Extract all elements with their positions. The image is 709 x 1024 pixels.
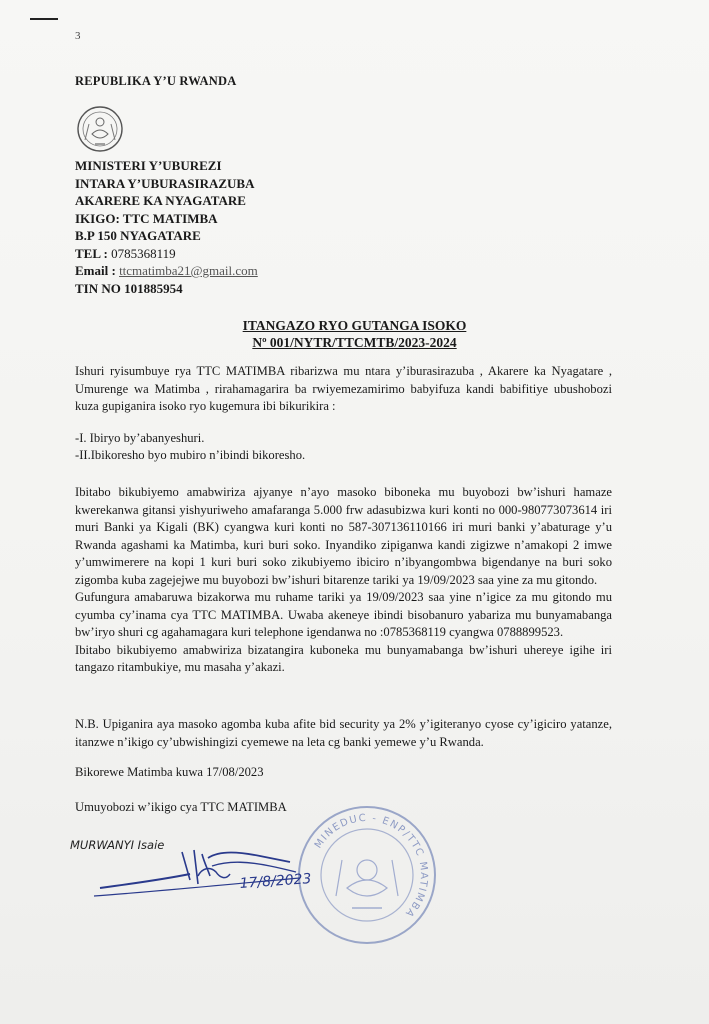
telephone-line	[75, 245, 258, 263]
province-name: INTARA Y’UBURASIRAZUBA	[75, 175, 255, 191]
notice-title: ITANGAZO RYO GUTANGA ISOKO	[242, 318, 467, 333]
body-paragraph-2: Gufungura amabaruwa bizakorwa mu ruhame tariki ya 19/09/2023 saa yine n’igice za mu gitondo mu cyumba cy’inama cya TTC MATIMBA. Uwaba akeneye ibindi bisobanuro yabariza mu bunyamabanga bw’iryo shuri cg agahamagara kuri telephone igendanwa no :0785368119 cyangwa 0788899523.	[75, 590, 612, 639]
page-number: 3	[75, 30, 81, 42]
tender-item-2: -II.Ibikoresho byo mubiro n’ibindi bikoresho.	[75, 448, 306, 462]
telephone-label: TEL :	[75, 245, 112, 261]
svg-text:17/8/2023: 17/8/2023	[239, 871, 312, 892]
po-box: B.P 150 NYAGATARE	[75, 228, 201, 243]
nb-paragraph: N.B. Upiganira aya masoko agomba kuba afite bid security ya 2% y’igiteranyo cyose cy’igiciro yatanze, itanzwe n’ikigo cy’ubwishingizi cyemewe na leta cg banki yemewe y’u Rwanda.	[75, 717, 612, 749]
body-paragraph-3: Ibitabo bikubiyemo amabwiriza bizatangira kuboneka mu bunyamabanga bw’ishuri uhereye igihe iri tangazo ritambukiye, mu masaha y’akazi.	[75, 642, 612, 674]
body-paragraph-1: Ibitabo bikubiyemo amabwiriza ajyanye n’ayo masoko biboneka mu buyobozi bw’ishuri hamaze kwerekanwa gitansi yishyuriweho amafaranga 5.000 frw adasubizwa kuri konti no 000-980773073614 iri muri Banki ya Kigali (BK) cyangwa kuri konti no 587-307136110166 iri muri banki y’abaturage y’u Rwanda agashami ka Matimba, kuri buri soko. Inyandiko zipiganwa kandi zigizwe n’amakopi 2 imwe y’umwimerere na kopi 1 kuri buri soko zikubiyemo ibiciro n’ibyangombwa bigendanye na buri soko zigomba kuba zagejejwe mu buyobozi bw’ishuri bitarenze tariki ya 19/09/2023 saa yine za mu gitondo.	[75, 485, 612, 587]
body-section	[75, 484, 612, 677]
email-link[interactable]: ttcmatimba21@gmail.com	[119, 263, 258, 278]
notice-reference: Nº 001/NYTR/TTCMTB/2023-2024	[252, 335, 457, 350]
republic-heading: REPUBLIKA Y’U RWANDA	[75, 74, 237, 88]
institution-name: IKIGO: TTC MATIMBA	[75, 210, 218, 226]
date-line: Bikorewe Matimba kuwa 17/08/2023	[75, 765, 264, 779]
email-label: Email :	[75, 263, 120, 278]
tin-number: TIN NO 101885954	[75, 280, 183, 296]
telephone-value: 0785368119	[111, 245, 176, 261]
signatory-name: MURWANYI Isaie	[70, 838, 165, 852]
coat-of-arms-icon	[75, 104, 125, 154]
handwritten-signature	[90, 840, 330, 910]
tender-item-1: -I. Ibiryo by’abanyeshuri.	[75, 431, 205, 445]
ministry-name: MINISTERI Y’UBUREZI	[75, 158, 222, 173]
institution-header	[75, 157, 258, 297]
top-dash	[30, 18, 58, 20]
district-name: AKARERE KA NYAGATARE	[75, 193, 246, 208]
signatory-title: Umuyobozi w’ikigo cya TTC MATIMBA	[75, 800, 287, 814]
intro-paragraph: Ishuri ryisumbuye rya TTC MATIMBA ribarizwa mu ntara y’iburasirazuba , Akarere ka Nyagatare , Umurenge wa Matimba , rirahamagarira ba rwiyemezamirimo babyifuza kandi babifitiye ubushobozi kuza gupiganira isoko ryo kugemura ibi bikurikira :	[75, 364, 612, 413]
svg-text:MINEDUC - ENP/TTC MATIMBA: MINEDUC - ENP/TTC MATIMBA	[312, 812, 430, 920]
email-line	[75, 262, 258, 280]
